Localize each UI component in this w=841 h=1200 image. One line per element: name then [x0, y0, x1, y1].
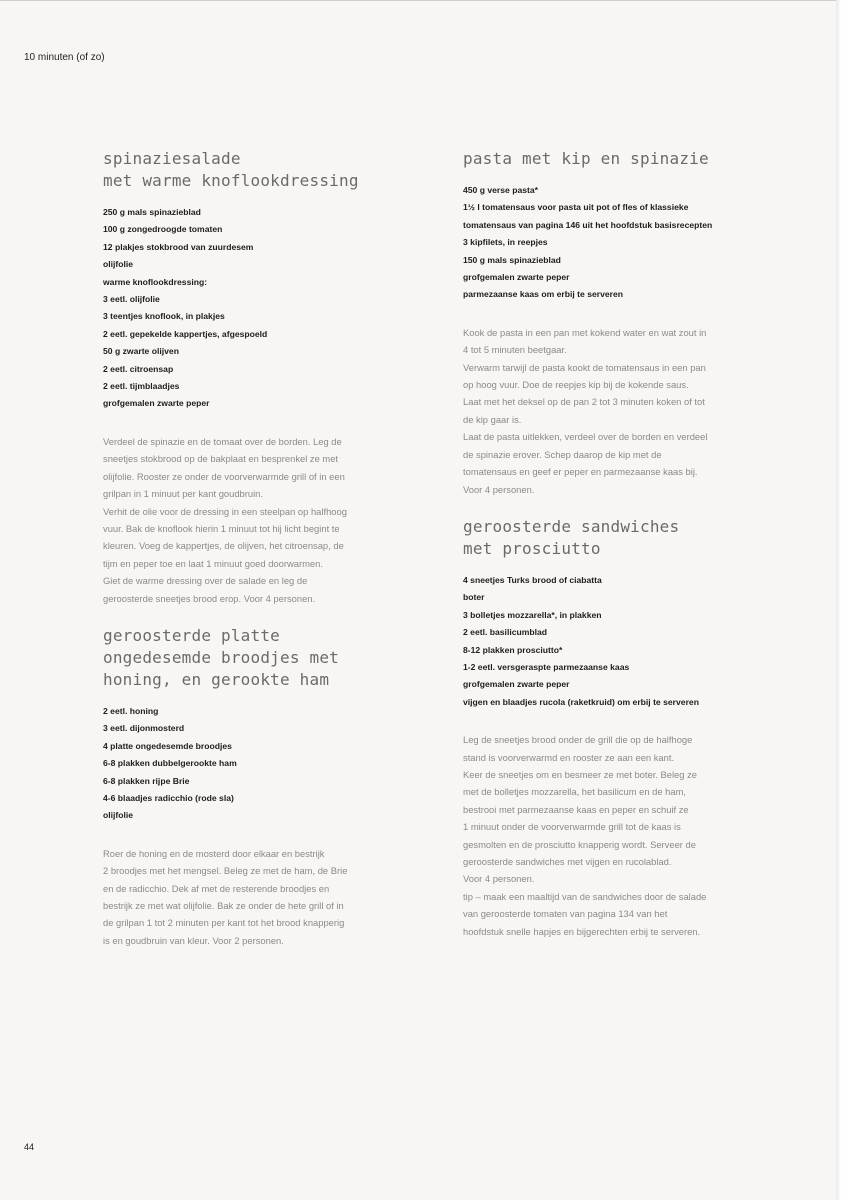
- method-line: de grilpan 1 tot 2 minuten per kant tot het brood knapperig: [103, 917, 345, 929]
- method-line: bestrooi met parmezaanse kaas en peper en schuif ze: [463, 803, 689, 815]
- ingredient-item: 3 bolletjes mozzarella*, in plakken: [463, 609, 602, 620]
- ingredient-item: 6-8 plakken dubbelgerookte ham: [103, 758, 237, 769]
- method-text: [463, 324, 763, 498]
- ingredient-item: tomatensaus van pagina 146 uit het hoofdstuk basisrecepten: [463, 219, 713, 230]
- method-line: hoofdstuk snelle hapjes en bijgerechten erbij te serveren.: [463, 925, 701, 937]
- method-line: Verhit de olie voor de dressing in een steelpan op halfhoog: [103, 505, 347, 517]
- recipe-title: [463, 516, 763, 560]
- recipe-spinach-salad: [103, 148, 403, 607]
- ingredient-item: 8-12 plakken prosciutto*: [463, 644, 563, 655]
- method-line: Roer de honing en de mosterd door elkaar en bestrijk: [103, 847, 325, 859]
- ingredient-item: 1½ l tomatensaus voor pasta uit pot of fles of klassieke: [463, 202, 689, 213]
- recipe-title-line: pasta met kip en spinazie: [463, 149, 709, 168]
- ingredient-item: 3 kipfilets, in reepjes: [463, 237, 548, 248]
- method-line: Leg de sneetjes brood onder de grill die op de halfhoge: [463, 734, 693, 746]
- ingredient-item: 6-8 plakken rijpe Brie: [103, 775, 190, 786]
- ingredient-item: 3 teentjes knoflook, in plakjes: [103, 311, 225, 322]
- ingredient-item: 3 eetl. olijfolie: [103, 294, 160, 305]
- method-line: Voor 4 personen.: [463, 483, 535, 495]
- right-column: [463, 148, 763, 958]
- method-line: vuur. Bak de knoflook hierin 1 minuut tot hij licht begint te: [103, 522, 340, 534]
- page-edge: [0, 0, 841, 1]
- method-text: [463, 731, 763, 940]
- ingredient-item: 2 eetl. tijmblaadjes: [103, 381, 180, 392]
- ingredient-item: 4 sneetjes Turks brood of ciabatta: [463, 574, 602, 585]
- method-line: van geroosterde tomaten van pagina 134 van het: [463, 908, 668, 920]
- ingredient-item: 2 eetl. honing: [103, 705, 159, 716]
- method-text: [103, 433, 403, 607]
- ingredient-item: 2 eetl. basilicumblad: [463, 627, 548, 638]
- method-line: tijm en peper toe en laat 1 minuut goed doorwarmen.: [103, 557, 323, 569]
- recipe-title-line: spinaziesalade: [103, 149, 241, 168]
- ingredient-item: 2 eetl. gepekelde kappertjes, afgespoeld: [103, 328, 268, 339]
- ingredient-item: vijgen en blaadjes rucola (raketkruid) om erbij te serveren: [463, 696, 699, 707]
- method-line: Verwarm tarwijl de pasta kookt de tomatensaus in een pan: [463, 361, 706, 373]
- recipe-pasta-chicken: [463, 148, 763, 498]
- method-line: Giet de warme dressing over de salade en leg de: [103, 575, 308, 587]
- ingredient-list: [103, 703, 403, 825]
- ingredient-list: [463, 572, 763, 711]
- ingredient-item: 2 eetl. citroensap: [103, 363, 174, 374]
- method-line: gesmolten en de prosciutto knapperig wordt. Serveer de: [463, 838, 696, 850]
- recipe-title-line: geroosterde sandwiches: [463, 516, 680, 536]
- ingredient-item: boter: [463, 592, 485, 603]
- method-line: de spinazie erover. Schep daarop de kip met de: [463, 448, 662, 460]
- ingredient-item: warme knoflookdressing:: [103, 276, 208, 287]
- ingredient-item: grofgemalen zwarte peper: [463, 679, 570, 690]
- method-line: 4 tot 5 minuten beetgaar.: [463, 344, 567, 356]
- method-line: op hoog vuur. Doe de reepjes kip bij de kokende saus.: [463, 379, 689, 391]
- recipe-title: [103, 148, 403, 192]
- page-number: 44: [24, 1142, 35, 1152]
- recipe-prosciutto-sandwich: [463, 516, 763, 940]
- recipe-flatbread-ham: [103, 625, 403, 949]
- method-line: en de radicchio. Dek af met de resterende broodjes en: [103, 882, 330, 894]
- ingredient-item: 3 eetl. dijonmosterd: [103, 723, 185, 734]
- method-line: Keer de sneetjes om en besmeer ze met boter. Beleg ze: [463, 768, 697, 780]
- method-line: 1 minuut onder de voorverwarmde grill tot de kaas is: [463, 821, 681, 833]
- recipe-title: [103, 625, 403, 691]
- method-line: is en goudbruin van kleur. Voor 2 personen.: [103, 934, 284, 946]
- method-line: de kip gaar is.: [463, 413, 522, 425]
- section-label: 10 minuten (of zo): [24, 52, 105, 63]
- method-line: 2 broodjes met het mengsel. Beleg ze met de ham, de Brie: [103, 865, 348, 877]
- method-line: bestrijk ze met wat olijfolie. Bak ze onder de hete grill of in: [103, 900, 344, 911]
- method-line: met de bolletjes mozzarella, het basilicum en de ham,: [463, 786, 687, 798]
- recipe-title-line: met warme knoflookdressing: [103, 171, 359, 190]
- ingredient-item: 12 plakjes stokbrood van zuurdesem: [103, 241, 254, 252]
- method-line: olijfolie. Rooster ze onder de voorverwarmde grill of in een: [103, 470, 345, 482]
- ingredient-item: 1-2 eetl. versgeraspte parmezaanse kaas: [463, 661, 630, 672]
- ingredient-item: 4 platte ongedesemde broodjes: [103, 740, 232, 751]
- ingredient-list: [103, 204, 403, 413]
- ingredient-item: grofgemalen zwarte peper: [103, 398, 210, 409]
- method-line: Voor 4 personen.: [463, 873, 535, 885]
- method-line: Laat de pasta uitlekken, verdeel over de borden en verdeel: [463, 431, 708, 443]
- recipe-title-line: geroosterde platte: [103, 625, 280, 645]
- ingredient-item: 50 g zwarte olijven: [103, 346, 179, 357]
- method-line: Laat met het deksel op de pan 2 tot 3 minuten koken of tot: [463, 396, 705, 408]
- method-line: kleuren. Voeg de kappertjes, de olijven, het citroensap, de: [103, 540, 344, 552]
- ingredient-item: 450 g verse pasta*: [463, 185, 539, 195]
- ingredient-item: 100 g zongedroogde tomaten: [103, 224, 223, 235]
- ingredient-item: parmezaanse kaas om erbij te serveren: [463, 289, 624, 300]
- ingredient-item: 250 g mals spinazieblad: [103, 207, 201, 217]
- recipe-title: [463, 148, 763, 170]
- method-line: tip – maak een maaltijd van de sandwiches door de salade: [463, 890, 707, 902]
- ingredient-item: olijfolie: [103, 810, 134, 821]
- ingredient-item: 4-6 blaadjes radicchio (rode sla): [103, 792, 234, 803]
- ingredient-item: grofgemalen zwarte peper: [463, 272, 570, 283]
- recipe-title-line: ongedesemde broodjes met: [103, 647, 339, 667]
- recipe-title-line: met prosciutto: [463, 538, 601, 558]
- ingredient-item: 150 g mals spinazieblad: [463, 254, 561, 265]
- method-line: geroosterde sandwiches met vijgen en rucolablad.: [463, 856, 672, 867]
- method-line: stand is voorverwarmd en rooster ze aan een kant.: [463, 751, 675, 763]
- method-line: tomatensaus en geef er peper en parmezaanse kaas bij.: [463, 466, 698, 478]
- ingredient-item: olijfolie: [103, 259, 134, 270]
- method-line: Kook de pasta in een pan met kokend water en wat zout in: [463, 326, 707, 338]
- left-column: [103, 148, 403, 967]
- page-edge-right: [836, 0, 841, 1200]
- recipe-title-line: honing, en gerookte ham: [103, 669, 330, 689]
- method-line: geroosterde sneetjes brood erop. Voor 4 personen.: [103, 592, 316, 604]
- method-line: Verdeel de spinazie en de tomaat over de borden. Leg de: [103, 435, 342, 447]
- method-line: grilpan in 1 minuut per kant goudbruin.: [103, 488, 263, 500]
- method-line: sneetjes stokbrood op de bakplaat en besprenkel ze met: [103, 453, 339, 465]
- ingredient-list: [463, 182, 763, 304]
- method-text: [103, 845, 403, 949]
